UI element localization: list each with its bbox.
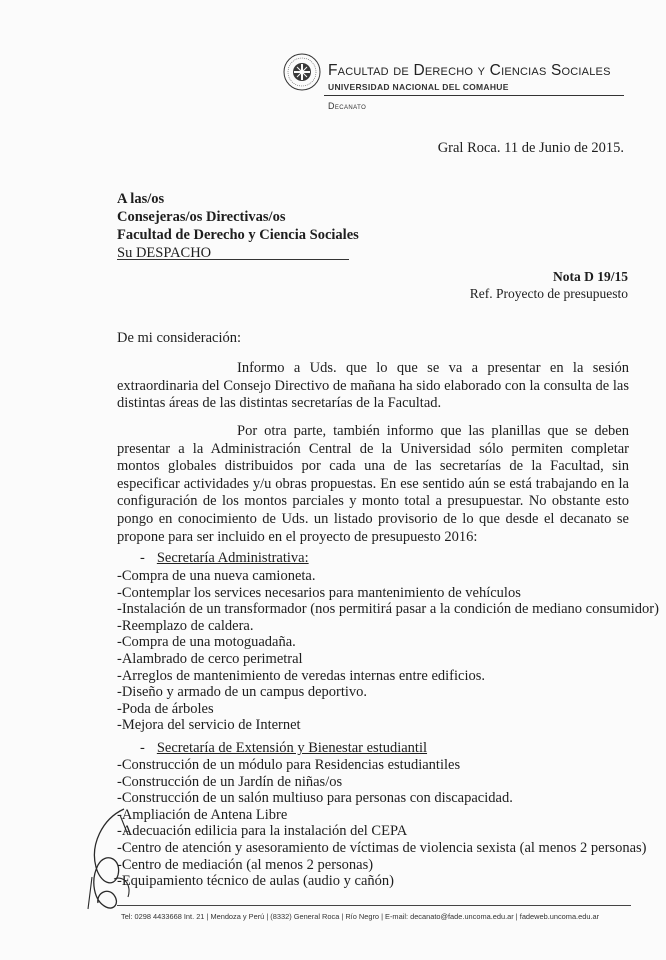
addressee-rule xyxy=(117,259,349,260)
footer-rule xyxy=(117,905,631,906)
paragraph-2: Por otra parte, también informo que las planillas que se deben presentar a la Administración Central de la Universidad sólo permiten completar montos globales distribuidos por cada una de las secretarías de la Facultad, sin especificar actividades y/u obras propuestas. En ese sentido aún se está trabajando en la configuración de los montos parciales y monto total a presupuestar. No obstante esto pongo en conocimiento de Uds. un listado provisorio de lo que desde el decanato se propone para ser incluido en el proyecto de presupuesto 2016: xyxy=(117,423,629,545)
section-dash: - xyxy=(140,550,145,566)
list-item: -Instalación de un transformador (nos permitirá pasar a la condición de mediano consumidor) xyxy=(117,601,659,618)
addressee-line: Consejeras/os Directivas/os xyxy=(117,209,286,225)
footer-contact: Tel: 0298 4433668 Int. 21 | Mendoza y Perú | (8332) General Roca | Río Negro | E-mail: decanato@fade.uncoma.edu.ar | fadeweb.uncoma.edu.ar xyxy=(121,912,600,921)
list-item: -Centro de mediación (al menos 2 personas) xyxy=(117,856,374,873)
faculty-name: Facultad de Derecho y Ciencias Sociales xyxy=(328,62,611,79)
list-item: -Poda de árboles xyxy=(117,700,214,717)
list-item: -Centro de atención y asesoramiento de víctimas de violencia sexista (al menos 2 personas) xyxy=(117,839,647,856)
addressee-block xyxy=(117,190,359,262)
university-name: UNIVERSIDAD NACIONAL DEL COMAHUE xyxy=(328,82,509,92)
list-item: -Contemplar los services necesarios para mantenimiento de vehículos xyxy=(117,584,521,601)
list-item: -Arreglos de mantenimiento de veredas internas entre edificios. xyxy=(117,667,486,684)
university-seal-icon xyxy=(282,52,322,92)
section-list xyxy=(117,568,659,734)
list-item: -Construcción de un salón multiuso para personas con discapacidad. xyxy=(117,790,513,807)
note-reference xyxy=(470,268,628,302)
list-item: -Mejora del servicio de Internet xyxy=(117,717,301,734)
section-list xyxy=(117,757,647,890)
note-number: Nota D 19/15 xyxy=(553,269,628,284)
list-item: -Equipamiento técnico de aulas (audio y cañón) xyxy=(117,873,395,890)
list-item: -Compra de una nueva camioneta. xyxy=(117,568,316,584)
list-item: -Alambrado de cerco perimetral xyxy=(117,650,303,667)
section-dash: - xyxy=(140,740,145,756)
note-subject: Ref. Proyecto de presupuesto xyxy=(469,286,628,301)
list-item: -Compra de una motoguadaña. xyxy=(117,634,296,651)
list-item: -Construcción de un módulo para Residencias estudiantiles xyxy=(117,757,461,773)
section-heading xyxy=(140,740,427,757)
letter-date: Gral Roca. 11 de Junio de 2015. xyxy=(437,140,624,156)
addressee-line: Facultad de Derecho y Ciencia Sociales xyxy=(117,227,359,243)
section-title: Secretaría de Extensión y Bienestar estudiantil xyxy=(156,740,428,756)
list-item: -Construcción de un Jardín de niñas/os xyxy=(117,773,343,790)
list-item: -Diseño y armado de un campus deportivo. xyxy=(117,684,368,701)
section-title: Secretaría Administrativa: xyxy=(156,550,309,566)
addressee-line: A las/os xyxy=(117,191,165,207)
list-item: -Reemplazo de caldera. xyxy=(117,617,254,634)
handwritten-signature xyxy=(84,805,140,915)
office-name: Decanato xyxy=(328,101,367,111)
list-item: -Ampliación de Antena Libre xyxy=(117,806,288,823)
section-heading xyxy=(140,550,309,567)
paragraph-1: Informo a Uds. que lo que se va a presentar en la sesión extraordinaria del Consejo Directivo de mañana ha sido elaborado con la consulta de las distintas áreas de las distintas secretarías de la Facultad. xyxy=(117,360,629,412)
header-rule xyxy=(324,95,624,96)
addressee-line: Su DESPACHO xyxy=(117,245,212,261)
list-item: -Adecuación edilicia para la instalación del CEPA xyxy=(117,823,408,840)
greeting: De mi consideración: xyxy=(117,330,242,346)
